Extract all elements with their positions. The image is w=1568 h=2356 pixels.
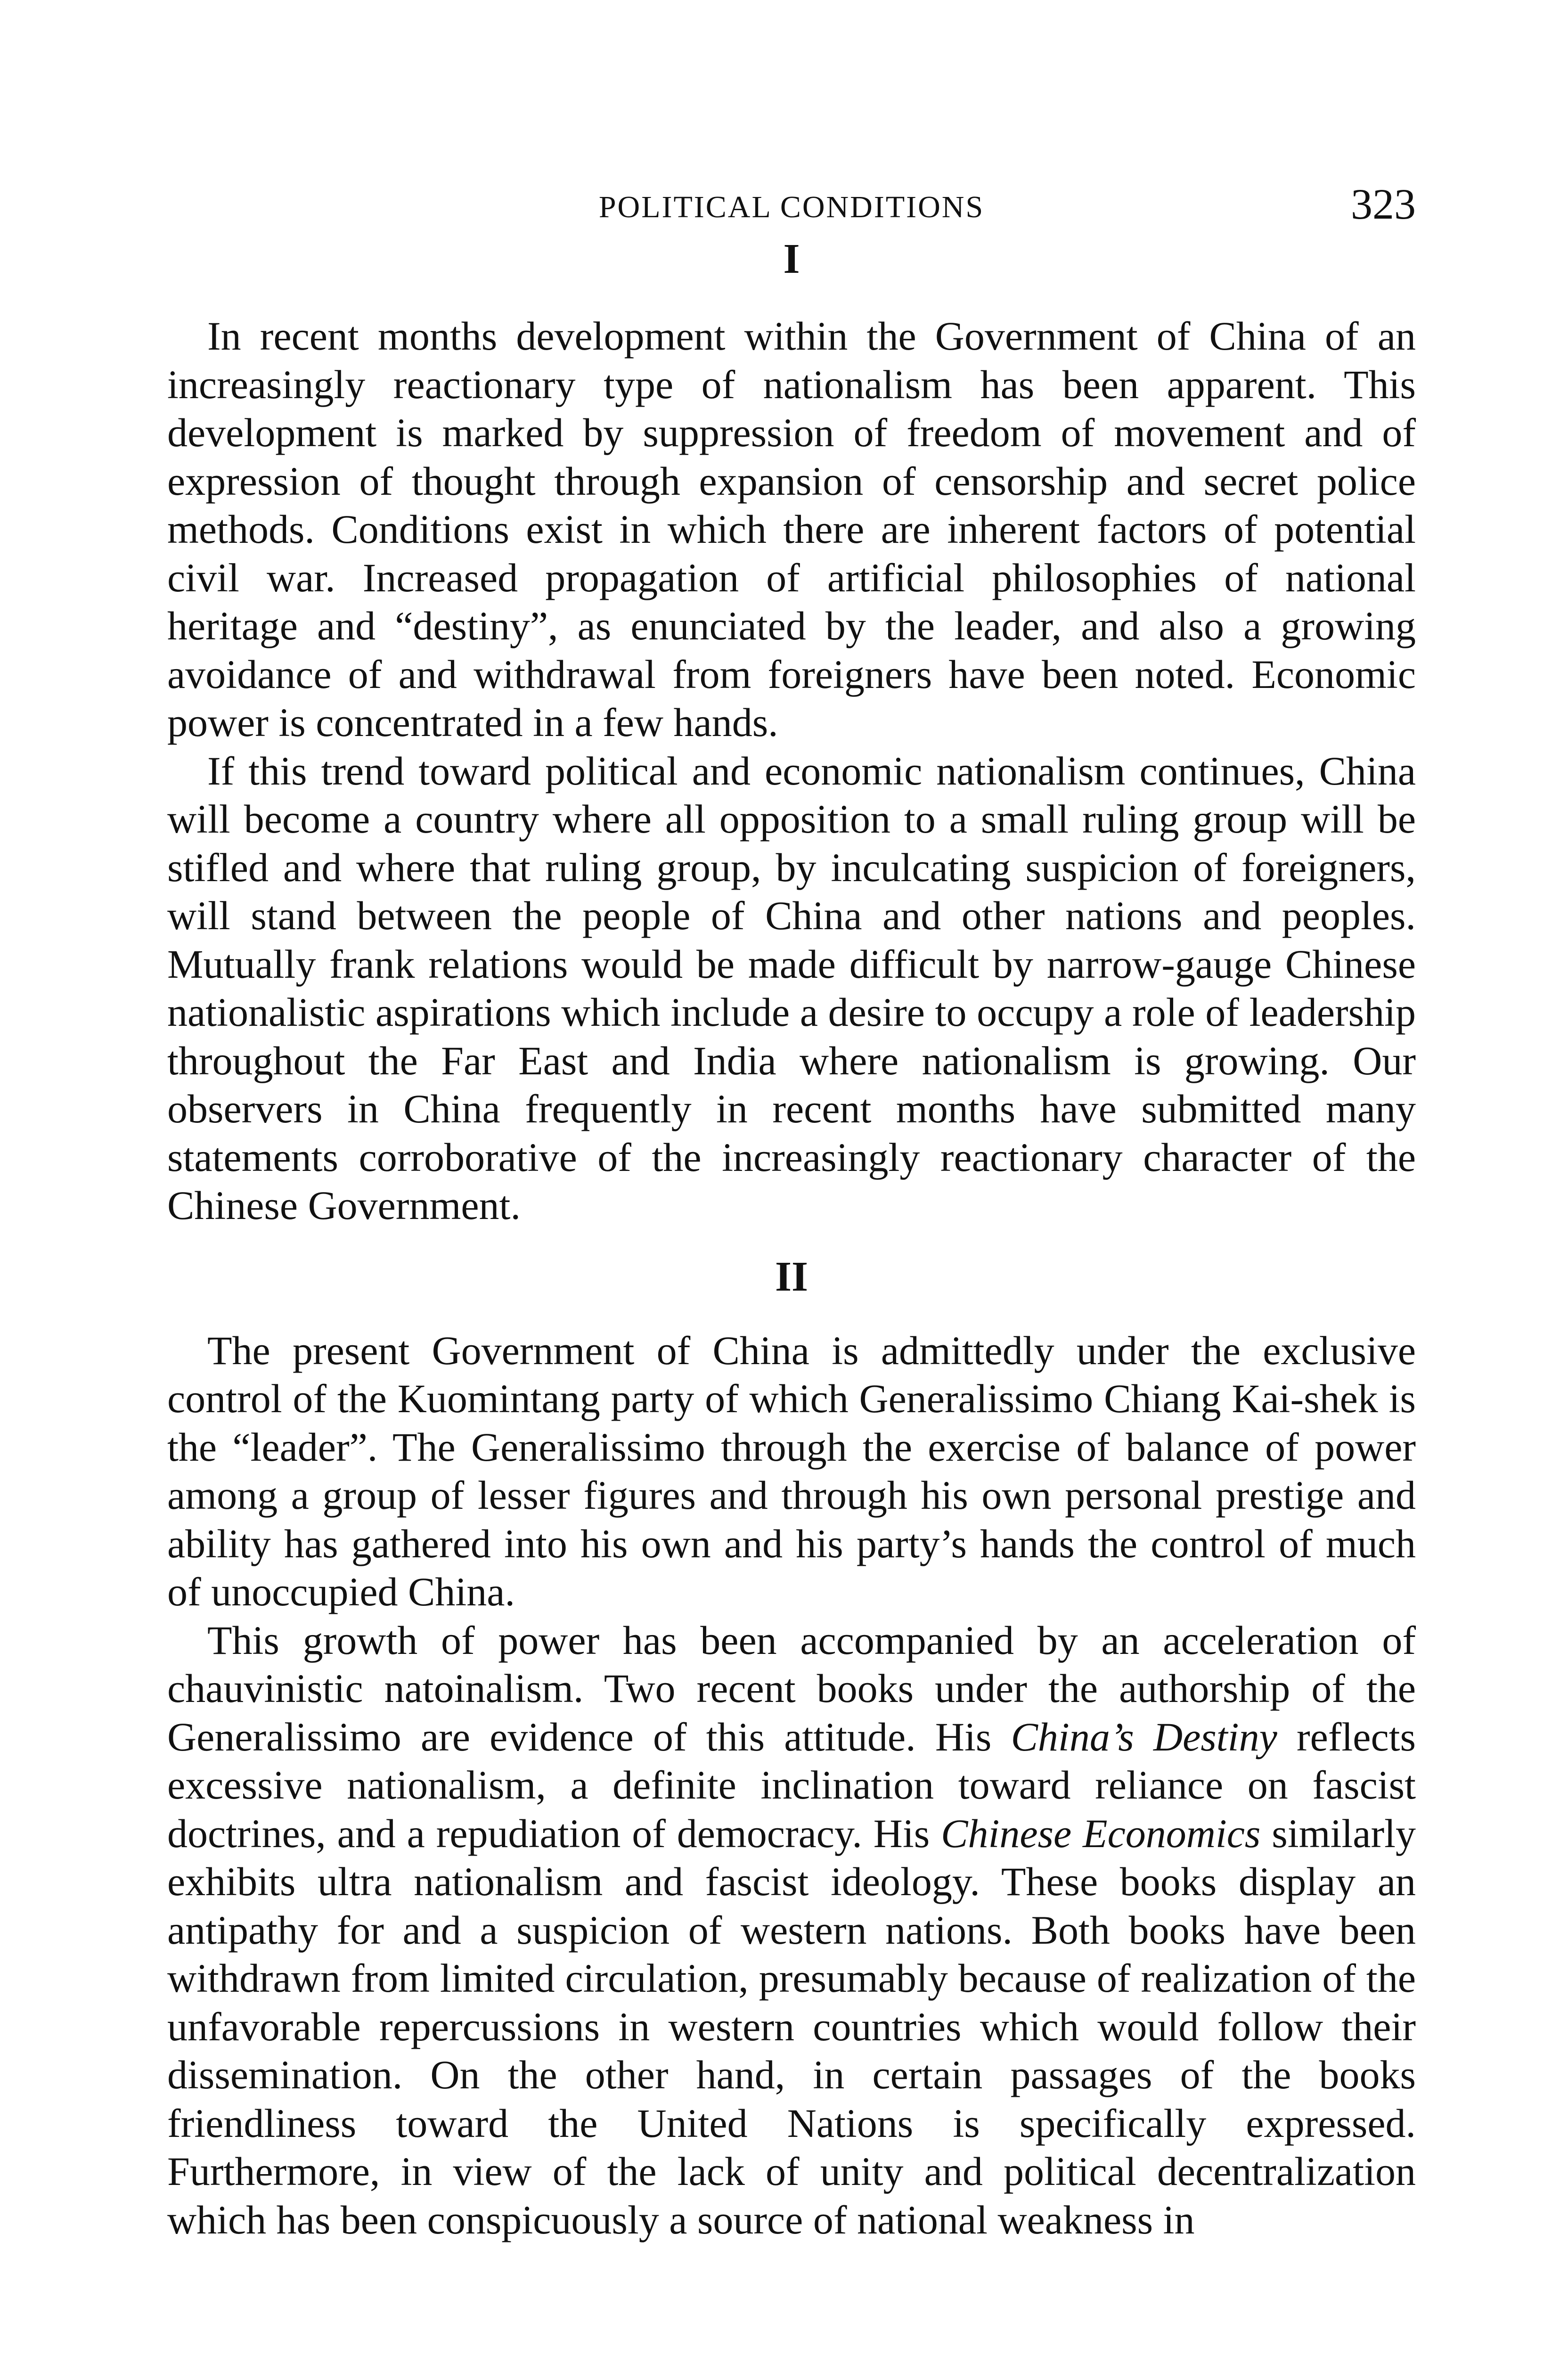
paragraph <box>167 1616 1416 2244</box>
paragraph-text: reflects excessive nationalism, a definite inclination toward reliance on fascist doctrines, and a repudiation of democracy. His <box>167 1714 1416 1856</box>
book-title: Chinese Economics <box>941 1810 1261 1856</box>
paragraph: In recent months development within the Government of China of an increasingly reactionary type of nationalism has been apparent. This development is marked by suppression of freedom of movement and of expression of thought through expansion of censorship and secret police methods. Conditions exist in which there are inherent factors of potential civil war. Increased propagation of artificial philosophies of national heritage and “destiny”, as enunciated by the leader, and also a growing avoidance of and withdrawal from foreigners have been noted. Economic power is concentrated in a few hands. <box>167 313 1416 745</box>
paragraph: If this trend toward political and economic nationalism continues, China will become a country where all opposition to a small ruling group will be stifled and where that ruling group, by inculcating suspicion of foreigners, will stand between the people of China and other nations and peoples. Mutually frank relations would be made difficult by narrow-gauge Chinese nationalistic aspirations which include a desire to occupy a role of leadership throughout the Far East and India where nationalism is growing. Our observers in China frequently in recent months have submitted many statements corroborative of the increasingly reactionary character of the Chinese Government. <box>167 748 1416 1228</box>
section-heading: I <box>783 236 800 282</box>
document-page <box>167 179 1416 2244</box>
book-title: China’s Destiny <box>1011 1714 1277 1759</box>
section-2 <box>167 1249 1416 2244</box>
section-1 <box>167 231 1416 1230</box>
paragraph-text: similarly exhibits ultra nationalism and fascist ideology. These books display an antipathy for and a suspicion of western nations. Both books have been withdrawn from limited circulation, presumably because of realization of the unfavorable repercussions in western countries which would follow their dissemination. On the other hand, in certain passages of the books friendliness toward the United Nations is specifically expressed. Furthermore, in view of the lack of unity and political decentralization which has been conspicuously a source of national weakness in <box>167 1810 1416 2242</box>
section-heading: II <box>775 1253 808 1300</box>
paragraph: The present Government of China is admittedly under the exclusive control of the Kuomintang party of which Generalissimo Chiang Kai-shek is the “leader”. The Generalissimo through the exercise of balance of power among a group of lesser figures and through his own personal prestige and ability has gathered into his own and his party’s hands the control of much of unoccupied China. <box>167 1327 1416 1614</box>
page-number: 323 <box>1351 180 1416 228</box>
paragraph-text: This growth of power has been accompanied by an acceleration of chauvinistic natoinalism. Two recent books under the authorship of the Generalissimo are evidence of this attitude. His <box>167 1617 1416 1759</box>
running-head <box>167 179 1416 231</box>
running-title: POLITICAL CONDITIONS <box>598 190 985 224</box>
